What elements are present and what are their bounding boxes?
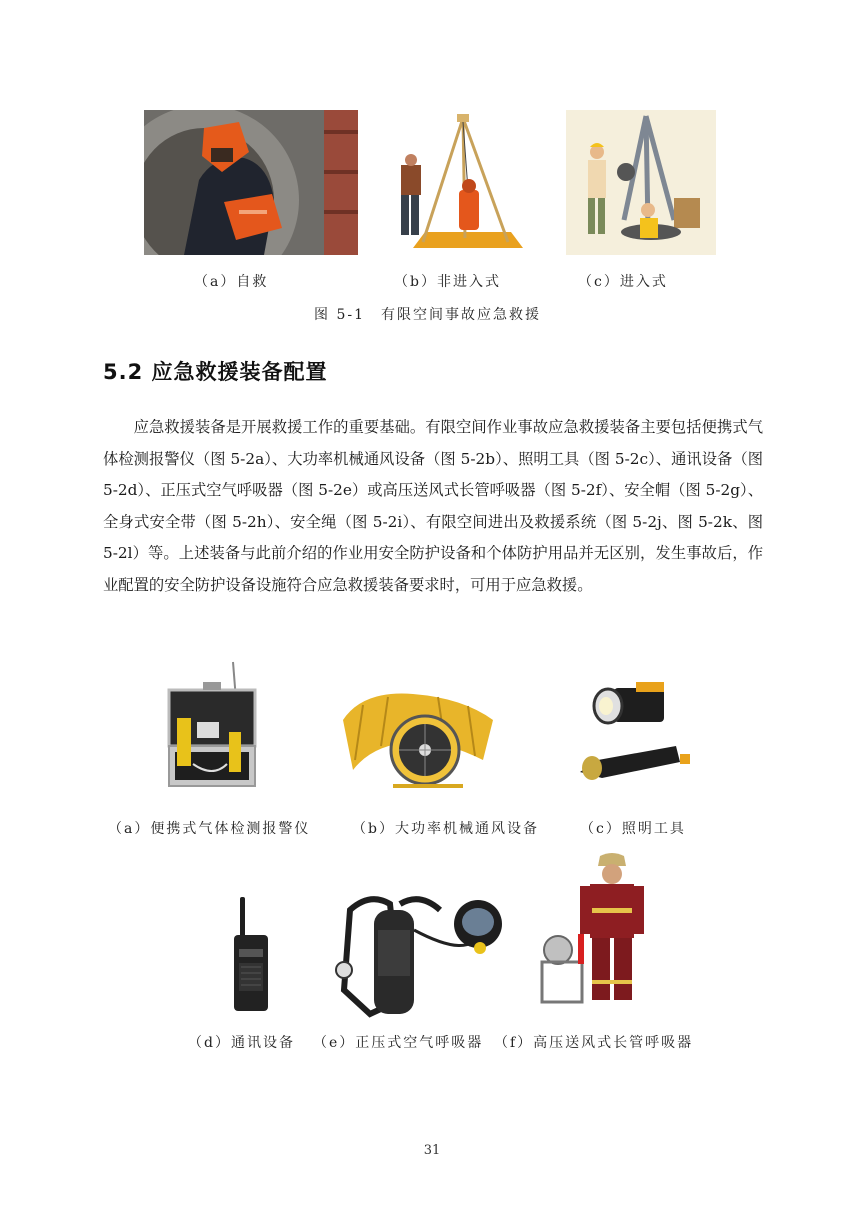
photo-gas-detector [163,660,263,800]
page-number: 31 [423,1143,441,1158]
photo-entry-rescue [566,110,716,255]
caption-fig-5-2d: （d）通讯设备 [188,1035,295,1051]
photo-ventilation-fan [333,680,501,796]
caption-fig-5-1a: （a）自救 [194,274,269,290]
figure-5-1-title: 图 5-1 有限空间事故应急救援 [314,307,541,323]
caption-fig-5-2c: （c）照明工具 [580,821,686,837]
body-paragraph: 应急救援装备是开展救援工作的重要基础。有限空间作业事故应急救援装备主要包括便携式气体检测报警仪（图 5-2a）、大功率机械通风设备（图 5-2b）、照明工具（图 5-2c）、通讯设备（图 5-2d）、正压式空气呼吸器（图 5-2e）或高压送风式长管呼吸器（图 5-2f）、安全帽（图 5-2g）、全身式安全带（图 5-2h）、安全绳（图 5-2i）、有限空间进出及救援系统（图 5-2j、图 5-2k、图 5-2l）等。上述装备与此前介绍的作业用安全防护设备和个体防护用品并无区别，发生事故后，作业配置的安全防护设备设施符合应急救援装备要求时，可用于应急救援。 [103,418,763,594]
photo-flashlights [576,680,700,788]
caption-fig-5-2a: （a）便携式气体检测报警仪 [108,821,311,837]
photo-long-tube-respirator [538,850,650,1010]
caption-fig-5-2e: （e）正压式空气呼吸器 [313,1035,484,1051]
caption-fig-5-2b: （b）大功率机械通风设备 [352,821,539,837]
photo-walkie-talkie [230,895,274,1015]
photo-self-rescue [144,110,358,255]
caption-fig-5-1c: （c）进入式 [578,274,668,290]
section-heading: 5.2 应急救援装备配置 [103,360,328,384]
section-body [103,412,763,601]
photo-scba [330,890,510,1020]
caption-fig-5-2f: （f）高压送风式长管呼吸器 [494,1035,694,1051]
caption-fig-5-1b: （b）非进入式 [394,274,501,290]
photo-non-entry-rescue [393,110,533,255]
